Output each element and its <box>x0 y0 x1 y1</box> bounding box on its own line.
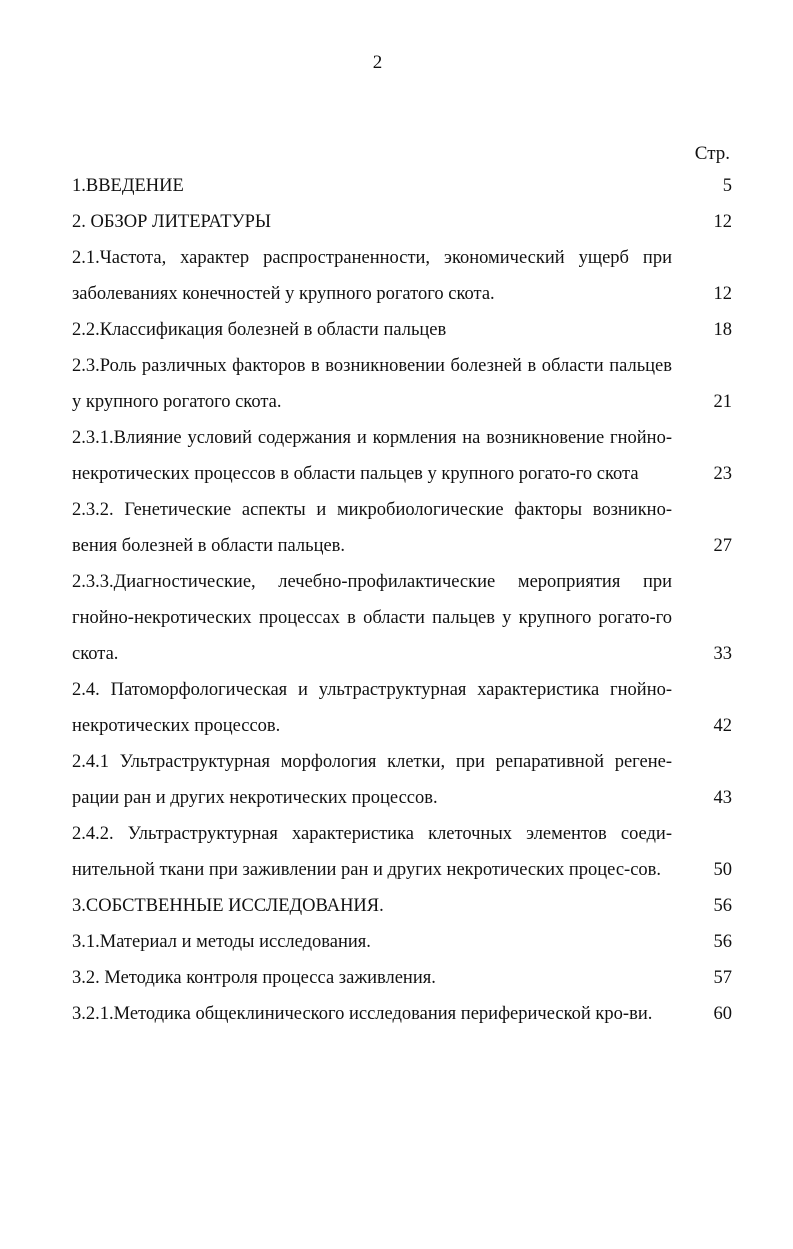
toc-entry-page: 5 <box>722 176 732 196</box>
toc-entry <box>72 348 732 420</box>
toc-entry <box>72 420 732 492</box>
toc-entry-page: 33 <box>713 644 732 664</box>
toc-entry <box>72 204 732 240</box>
toc-entry-title: 3.2. Методика контроля процесса заживления. <box>72 968 436 988</box>
toc-entry-title: 2.2.Классификация болезней в области пальцев <box>72 320 447 340</box>
toc-entry-page: 56 <box>713 932 732 952</box>
toc-entry <box>72 996 732 1032</box>
toc-entry-title: 2.1.Частота, характер распространенности, экономический ущерб при заболеваниях конечностей у крупного рогатого скота. <box>72 248 672 304</box>
toc-entry-title: 3.СОБСТВЕННЫЕ ИССЛЕДОВАНИЯ. <box>72 896 384 916</box>
toc-entry-title: 2.4.2. Ультраструктурная характеристика клеточных элементов соеди-нительной ткани при заживлении ран и других некротических процес-сов. <box>72 824 672 880</box>
toc-entry-title: 2.4. Патоморфологическая и ультраструктурная характеристика гнойно-некротических процессов. <box>72 680 672 736</box>
toc-entry-page: 50 <box>713 860 732 880</box>
toc-entry-title: 2.3.3.Диагностические, лечебно-профилактические мероприятия при гнойно-некротических процессах в области пальцев у крупного рогато-го скота. <box>72 572 672 664</box>
toc-entry-title: 3.2.1.Методика общеклинического исследования периферической кро-ви. <box>72 1004 653 1024</box>
toc-entry <box>72 888 732 924</box>
toc-entry-page: 42 <box>713 716 732 736</box>
toc-entry <box>72 564 732 672</box>
toc-entry-page: 60 <box>713 1004 732 1024</box>
toc-entry-page: 12 <box>713 212 732 232</box>
toc-entry-title: 2.3.1.Влияние условий содержания и кормления на возникновение гнойно-некротических процессов в области пальцев у крупного рогато-го скота <box>72 428 672 484</box>
toc-entry-page: 56 <box>713 896 732 916</box>
toc-entry-title: 1.ВВЕДЕНИЕ <box>72 176 184 196</box>
page-number: 2 <box>372 52 383 73</box>
toc-entry-page: 57 <box>713 968 732 988</box>
toc-entry-page: 27 <box>713 536 732 556</box>
toc-entry <box>72 816 732 888</box>
toc-entry-page: 23 <box>713 464 732 484</box>
toc-entry-title: 2.4.1 Ультраструктурная морфология клетки, при репаративной регене-рации ран и других некротических процессов. <box>72 752 672 808</box>
toc-entry <box>72 240 732 312</box>
page-column-label: Стр. <box>694 143 730 164</box>
toc-entry <box>72 744 732 816</box>
toc-entry <box>72 960 732 996</box>
toc-entry <box>72 924 732 960</box>
toc-entry-page: 12 <box>713 284 732 304</box>
toc-entry-page: 43 <box>713 788 732 808</box>
toc-entry <box>72 492 732 564</box>
toc-entry-page: 18 <box>713 320 732 340</box>
toc-entry <box>72 672 732 744</box>
toc-entry-title: 2. ОБЗОР ЛИТЕРАТУРЫ <box>72 212 272 232</box>
toc-entry-page: 21 <box>713 392 732 412</box>
toc-entry-title: 2.3.2. Генетические аспекты и микробиологические факторы возникно-вения болезней в области пальцев. <box>72 500 672 556</box>
toc-entry-title: 3.1.Материал и методы исследования. <box>72 932 371 952</box>
toc-entry <box>72 312 732 348</box>
table-of-contents <box>72 168 732 1032</box>
toc-entry-title: 2.3.Роль различных факторов в возникновении болезней в области пальцев у крупного рогатого скота. <box>72 356 672 412</box>
toc-entry <box>72 168 732 204</box>
